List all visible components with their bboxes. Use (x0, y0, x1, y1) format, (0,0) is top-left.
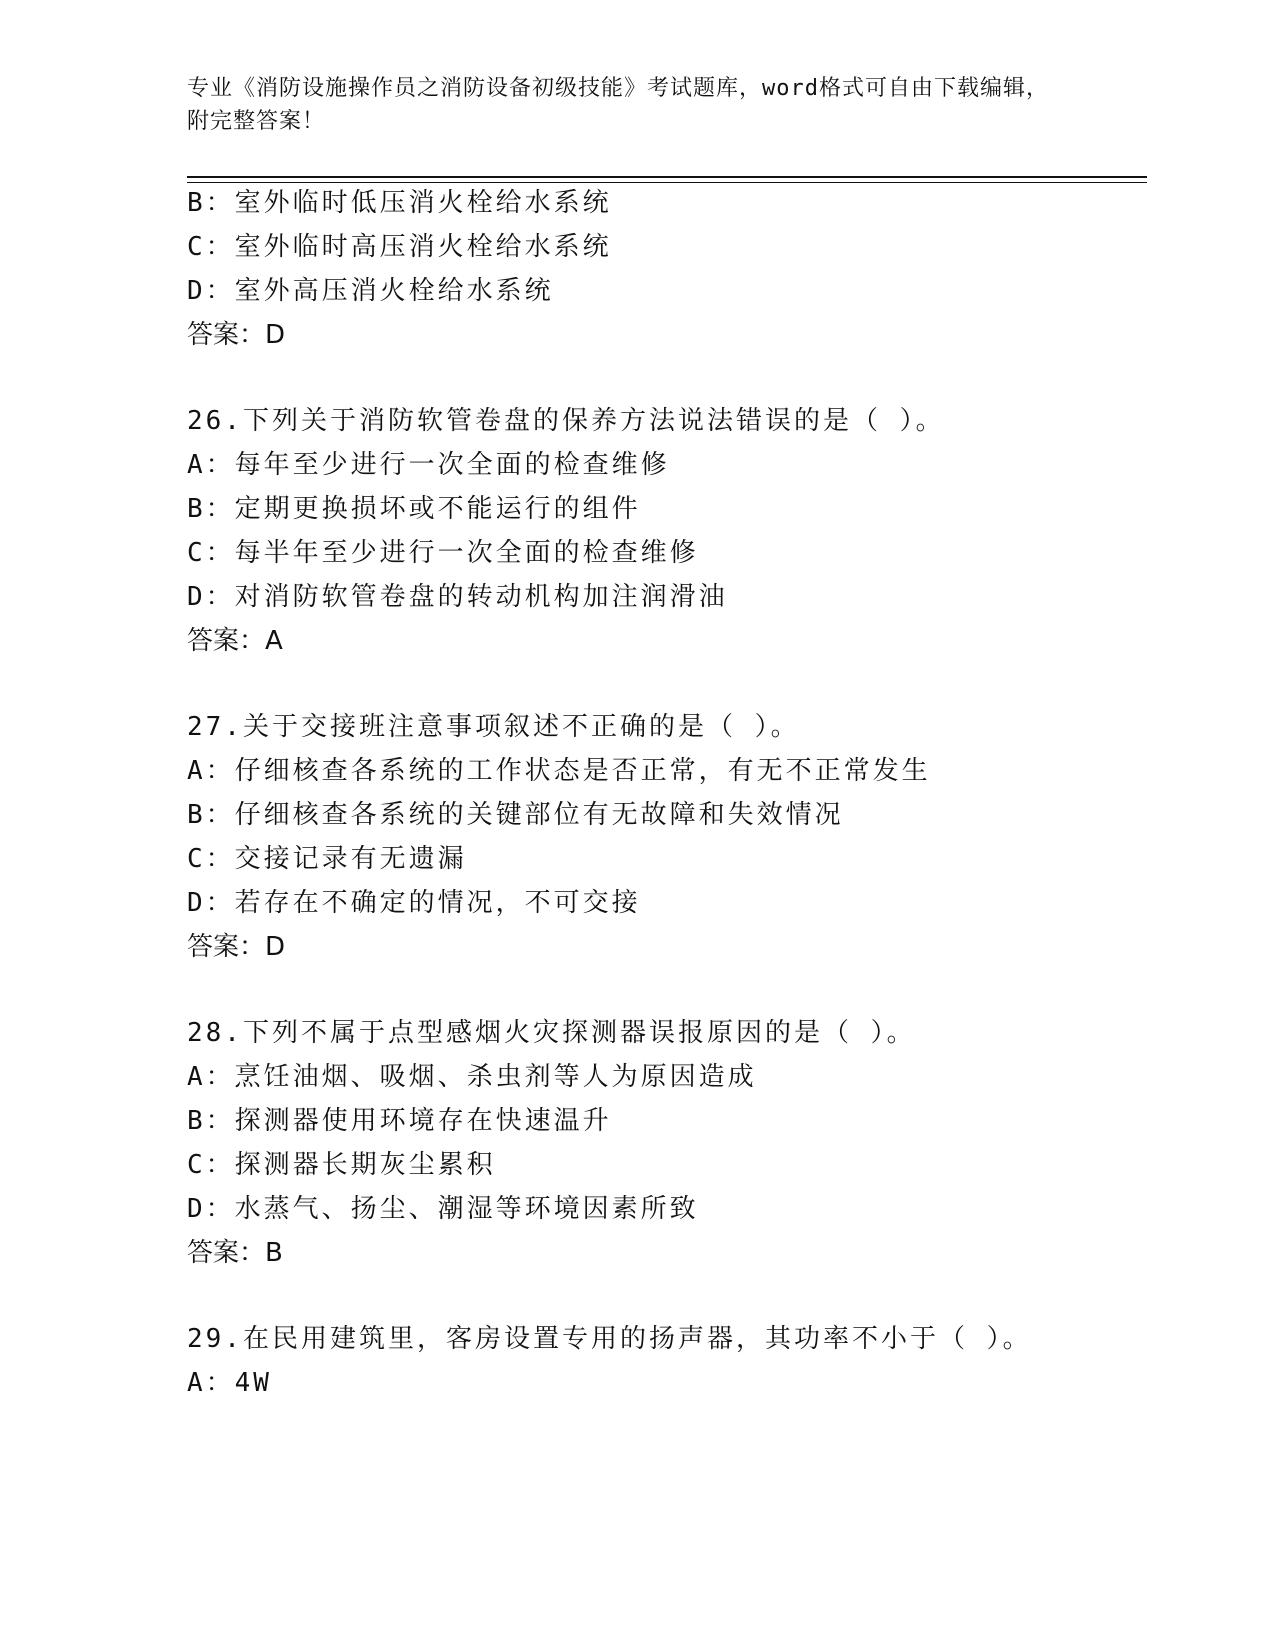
q25-option-d: D：室外高压消火栓给水系统 (187, 276, 554, 306)
q28-stem: 28.下列不属于点型感烟火灾探测器误报原因的是（ ）。 (187, 1018, 916, 1048)
q28-option-d: D：水蒸气、扬尘、潮湿等环境因素所致 (187, 1194, 699, 1224)
q26-option-b: B：定期更换损坏或不能运行的组件 (187, 494, 641, 524)
q27-option-a: A：仔细核查各系统的工作状态是否正常，有无不正常发生 (187, 756, 931, 786)
q26-option-c: C：每半年至少进行一次全面的检查维修 (187, 538, 699, 568)
q27-option-c: C：交接记录有无遗漏 (187, 844, 467, 874)
header-divider-thick (187, 176, 1147, 178)
header-divider-thin (187, 182, 1147, 183)
q28-answer: 答案：B (187, 1238, 283, 1268)
q26-answer: 答案：A (187, 626, 283, 656)
q26-option-d: D：对消防软管卷盘的转动机构加注润滑油 (187, 582, 728, 612)
q26-stem: 26.下列关于消防软管卷盘的保养方法说法错误的是（ ）。 (187, 406, 945, 436)
q26-option-a: A：每年至少进行一次全面的检查维修 (187, 450, 670, 480)
q28-option-c: C：探测器长期灰尘累积 (187, 1150, 496, 1180)
q27-option-d: D：若存在不确定的情况，不可交接 (187, 888, 641, 918)
q29-option-a: A：4W (187, 1368, 272, 1398)
q27-answer: 答案：D (187, 932, 286, 962)
q28-option-a: A：烹饪油烟、吸烟、杀虫剂等人为原因造成 (187, 1062, 757, 1092)
q25-option-b: B：室外临时低压消火栓给水系统 (187, 188, 612, 218)
q25-answer: 答案：D (187, 320, 286, 350)
q25-option-c: C：室外临时高压消火栓给水系统 (187, 232, 612, 262)
q29-stem: 29.在民用建筑里，客房设置专用的扬声器，其功率不小于（ ）。 (187, 1324, 1032, 1354)
q27-stem: 27.关于交接班注意事项叙述不正确的是（ ）。 (187, 712, 800, 742)
q28-option-b: B：探测器使用环境存在快速温升 (187, 1106, 612, 1136)
q27-option-b: B：仔细核查各系统的关键部位有无故障和失效情况 (187, 800, 844, 830)
document-header: 专业《消防设施操作员之消防设备初级技能》考试题库，word格式可自由下载编辑，附完整答案！ (187, 76, 1049, 134)
